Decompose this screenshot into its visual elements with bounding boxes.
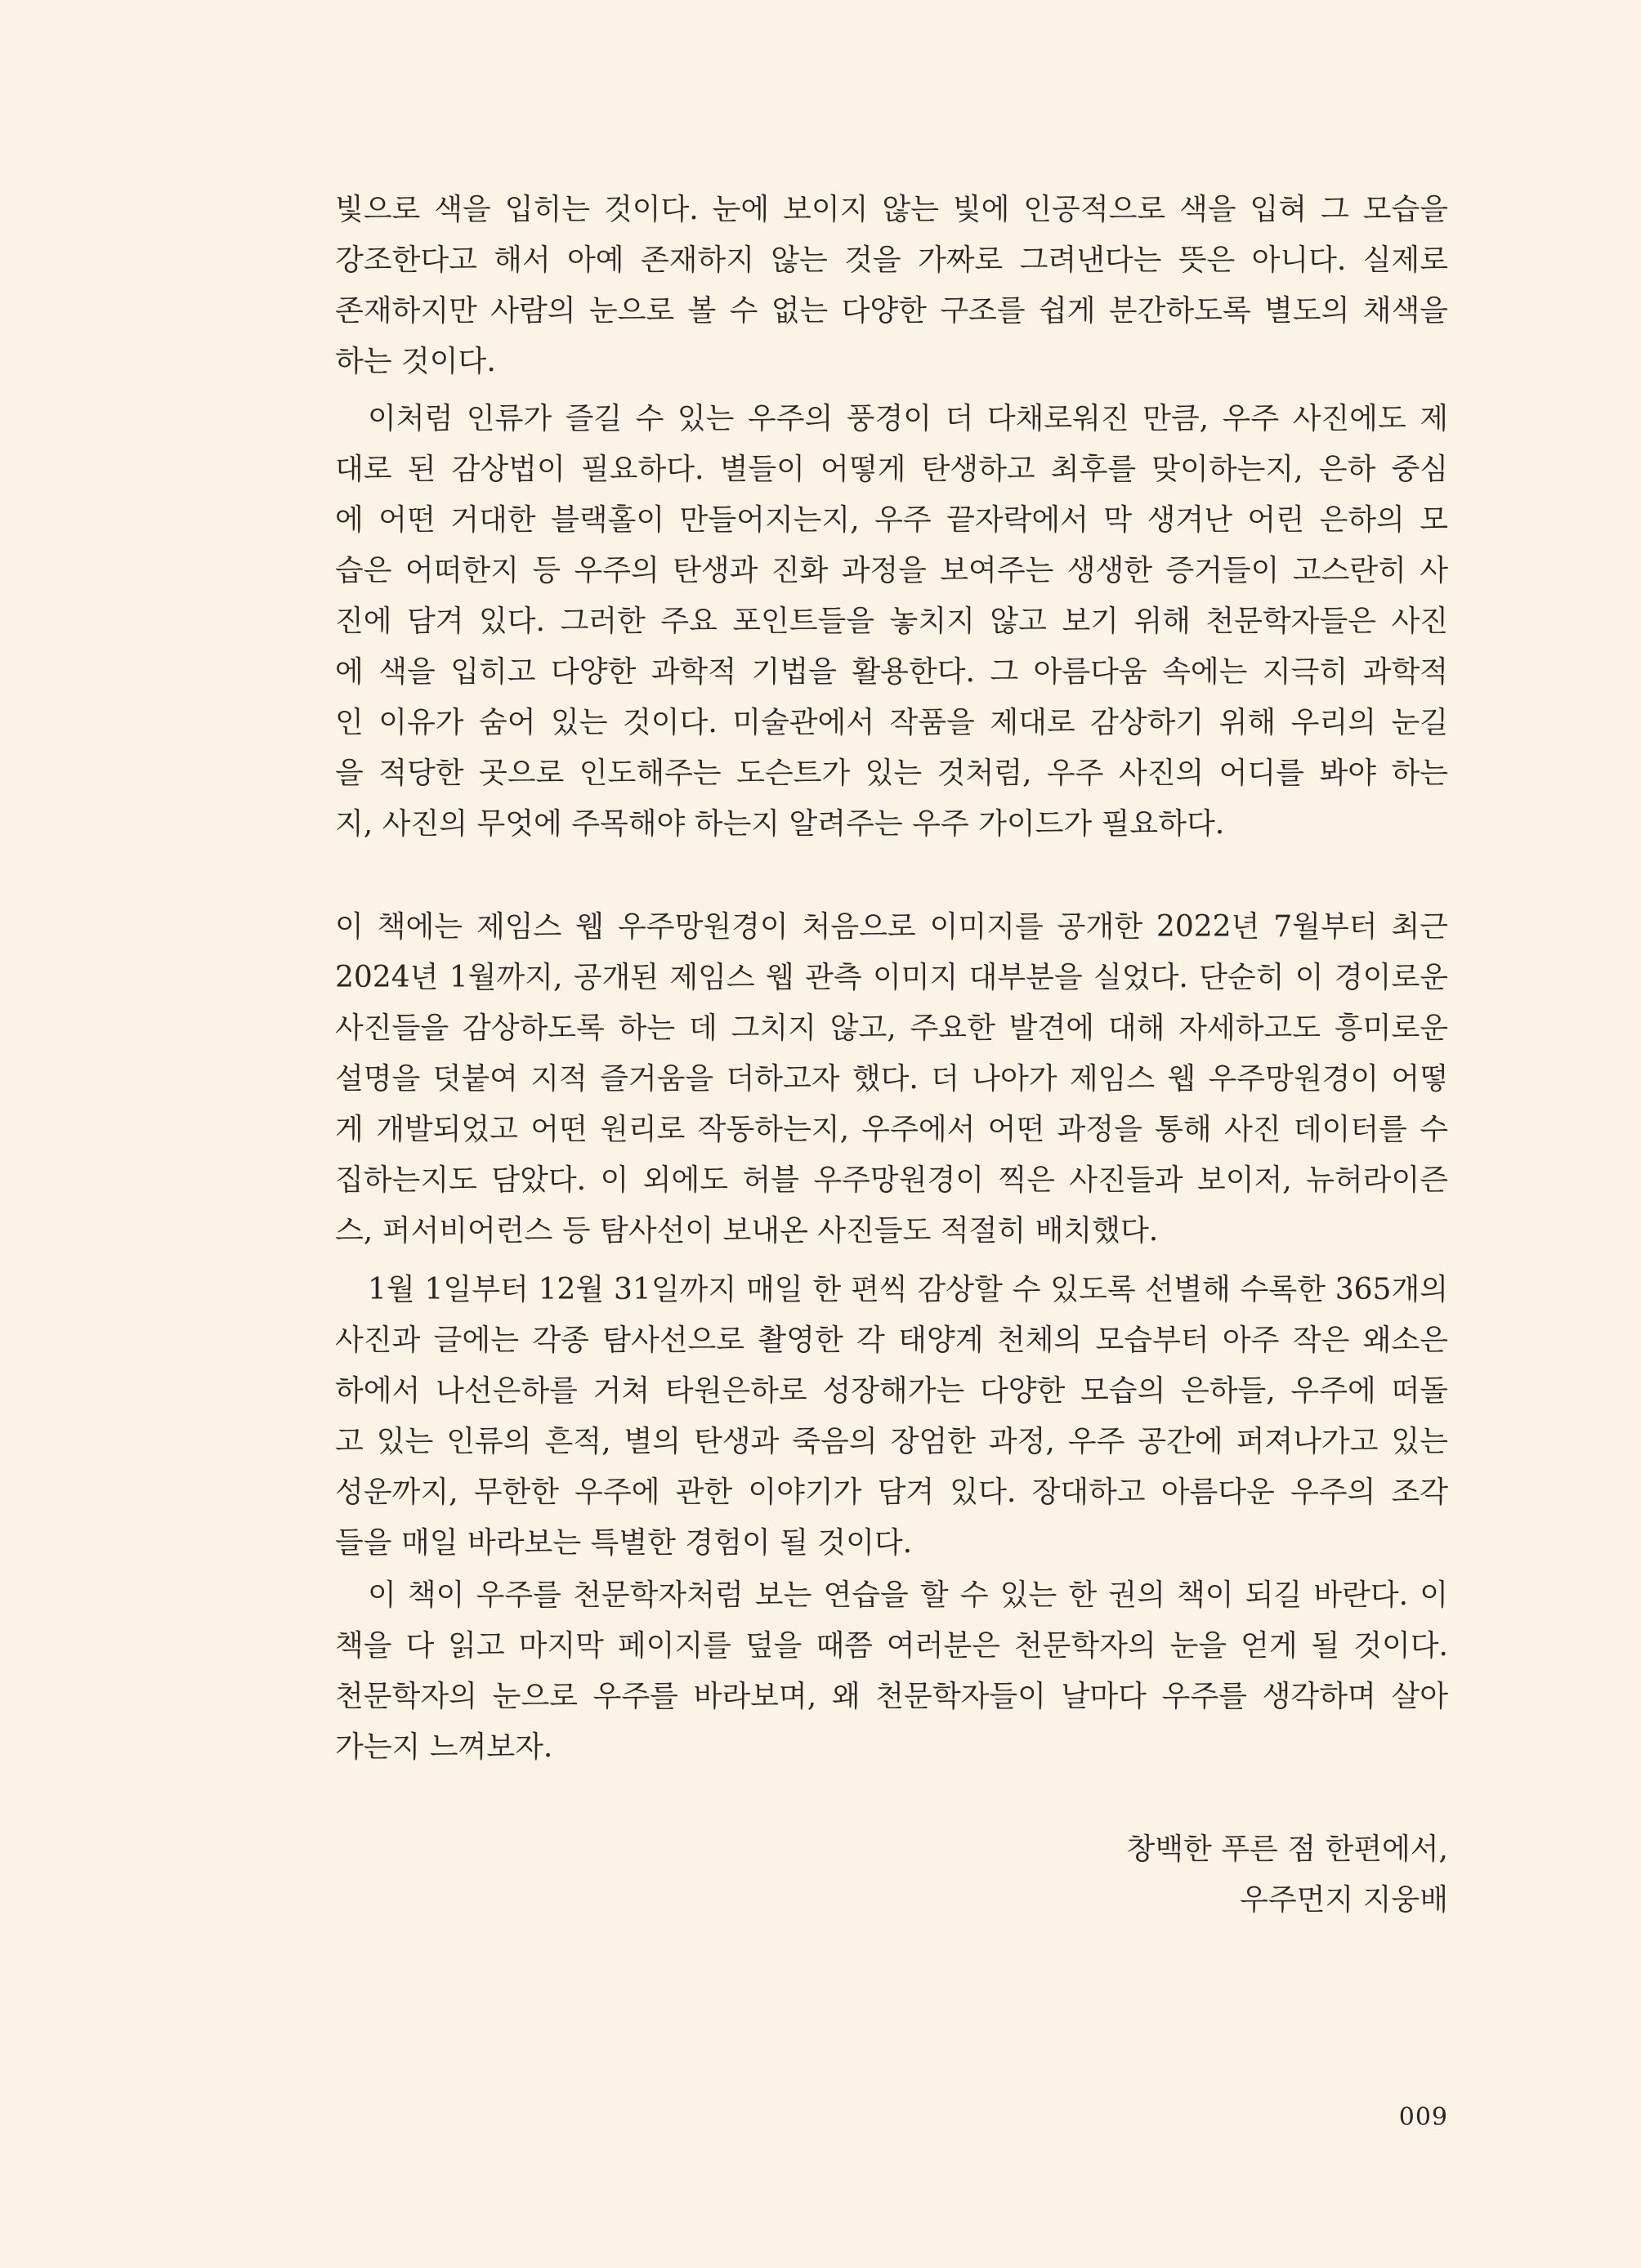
text-line: 존재하지만 사람의 눈으로 볼 수 없는 다양한 구조를 쉽게 분간하도록 별도의 채색을 bbox=[335, 294, 1448, 328]
signature-line-1: 창백한 푸른 점 한편에서, bbox=[1126, 1833, 1448, 1866]
signature-line-2: 우주먼지 지웅배 bbox=[1240, 1883, 1448, 1917]
text-line: 지, 사진의 무엇에 주목해야 하는지 알려주는 우주 가이드가 필요하다. bbox=[335, 807, 1225, 841]
paragraph-4 bbox=[335, 1265, 1448, 1569]
text-line: 이 책에는 제임스 웹 우주망원경이 처음으로 이미지를 공개한 2022년 7월부터 최근 bbox=[335, 910, 1448, 944]
text-line: 대로 된 감상법이 필요하다. 별들이 어떻게 탄생하고 최후를 맞이하는지, 은하 중심 bbox=[335, 453, 1448, 486]
text-line: 강조한다고 해서 아예 존재하지 않는 것을 가짜로 그려낸다는 뜻은 아니다. 실제로 bbox=[335, 243, 1448, 277]
text-line: 들을 매일 바라보는 특별한 경험이 될 것이다. bbox=[335, 1526, 913, 1560]
text-line: 스, 퍼서비어런스 등 탐사선이 보내온 사진들도 적절히 배치했다. bbox=[335, 1214, 1159, 1248]
paragraph-3 bbox=[335, 902, 1448, 1257]
text-line: 하에서 나선은하를 거쳐 타원은하로 성장해가는 다양한 모습의 은하들, 우주에 떠돌 bbox=[335, 1374, 1448, 1408]
text-line: 2024년 1월까지, 공개된 제임스 웹 관측 이미지 대부분을 실었다. 단순히 이 경이로운 bbox=[335, 961, 1448, 994]
text-line: 사진들을 감상하도록 하는 데 그치지 않고, 주요한 발견에 대해 자세하고도 흥미로운 bbox=[335, 1011, 1448, 1045]
text-line: 하는 것이다. bbox=[335, 345, 496, 378]
text-line: 설명을 덧붙여 지적 즐거움을 더하고자 했다. 더 나아가 제임스 웹 우주망원경이 어떻 bbox=[335, 1062, 1448, 1096]
author-signature bbox=[1126, 1824, 1448, 1926]
text-line: 을 적당한 곳으로 인도해주는 도슨트가 있는 것처럼, 우주 사진의 어디를 봐야 하는 bbox=[335, 757, 1448, 790]
text-line: 1월 1일부터 12월 31일까지 매일 한 편씩 감상할 수 있도록 선별해 수록한 365개의 bbox=[368, 1273, 1448, 1306]
paragraph-2 bbox=[335, 394, 1448, 850]
text-line: 사진과 글에는 각종 탐사선으로 촬영한 각 태양계 천체의 모습부터 아주 작은 왜소은 bbox=[335, 1324, 1448, 1357]
text-line: 성운까지, 무한한 우주에 관한 이야기가 담겨 있다. 장대하고 아름다운 우주의 조각 bbox=[335, 1476, 1448, 1509]
text-line: 집하는지도 담았다. 이 외에도 허블 우주망원경이 찍은 사진들과 보이저, 뉴허라이즌 bbox=[335, 1163, 1448, 1197]
text-line: 에 색을 입히고 다양한 과학적 기법을 활용한다. 그 아름다움 속에는 지극히 과학적 bbox=[335, 655, 1448, 689]
text-line: 진에 담겨 있다. 그러한 주요 포인트들을 놓치지 않고 보기 위해 천문학자들은 사진 bbox=[335, 605, 1448, 638]
page-number: 009 bbox=[1398, 2103, 1448, 2132]
text-line: 이 책이 우주를 천문학자처럼 보는 연습을 할 수 있는 한 권의 책이 되길 바란다. 이 bbox=[368, 1578, 1448, 1612]
text-line: 에 어떤 거대한 블랙홀이 만들어지는지, 우주 끝자락에서 막 생겨난 어린 은하의 모 bbox=[335, 503, 1448, 537]
text-line: 습은 어떠한지 등 우주의 탄생과 진화 과정을 보여주는 생생한 증거들이 고스란히 사 bbox=[335, 554, 1448, 587]
text-line: 이처럼 인류가 즐길 수 있는 우주의 풍경이 더 다채로워진 만큼, 우주 사진에도 제 bbox=[368, 402, 1448, 435]
text-line: 빛으로 색을 입히는 것이다. 눈에 보이지 않는 빛에 인공적으로 색을 입혀 그 모습을 bbox=[335, 193, 1448, 226]
paragraph-1 bbox=[335, 185, 1448, 387]
text-line: 인 이유가 숨어 있는 것이다. 미술관에서 작품을 제대로 감상하기 위해 우리의 눈길 bbox=[335, 706, 1448, 739]
text-line: 책을 다 읽고 마지막 페이지를 덮을 때쯤 여러분은 천문학자의 눈을 얻게 될 것이다. bbox=[335, 1629, 1448, 1663]
text-line: 가는지 느껴보자. bbox=[335, 1730, 553, 1764]
text-line: 게 개발되었고 어떤 원리로 작동하는지, 우주에서 어떤 과정을 통해 사진 데이터를 수 bbox=[335, 1113, 1448, 1146]
text-line: 천문학자의 눈으로 우주를 바라보며, 왜 천문학자들이 날마다 우주를 생각하며 살아 bbox=[335, 1680, 1448, 1713]
text-line: 고 있는 인류의 흔적, 별의 탄생과 죽음의 장엄한 과정, 우주 공간에 퍼져나가고 있는 bbox=[335, 1425, 1448, 1458]
paragraph-5 bbox=[335, 1570, 1448, 1773]
